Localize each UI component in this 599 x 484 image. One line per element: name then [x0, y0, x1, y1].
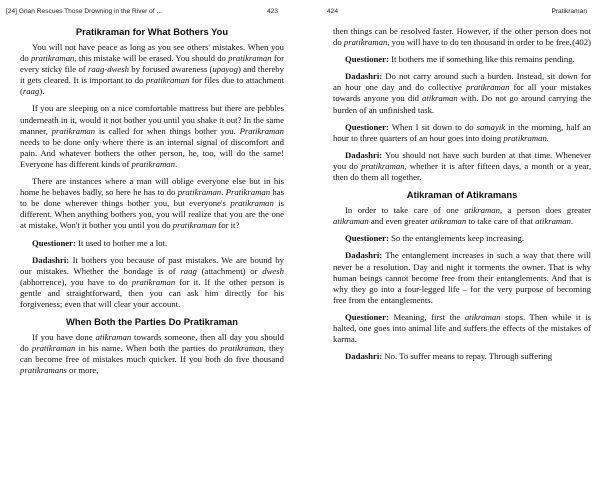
dialogue-questioner: Questioner: It bothers me if something like this remains pending.: [345, 54, 575, 65]
dialogue-dadashri: Dadashri: It bothers you because of past mistakes. We are bound by our mistakes. Whether the bondage is of raag (attachment) or dwesh (abhorrence), you have to do pratikraman for it. If the other person is gentle and straightforward, then you can ask him directly for his forgiveness; even that will clear your account.: [20, 254, 285, 309]
right-page: [309, 0, 597, 484]
right-header-title: Pratikraman: [551, 8, 587, 15]
right-page-header: [309, 0, 597, 26]
paragraph: You will not have peace as long as you see others' mistakes. When you do pratikraman, this mistake will be erased. You should do pratikraman for every sticky file of raag-dwesh by focused awareness (upayog) and thereby it gets cleared. It is important to do pratikraman for files due to attachment (raag).: [20, 42, 284, 97]
section-heading: When Both the Parties Do Pratikraman: [66, 316, 238, 328]
dialogue-questioner: Questioner: So the entanglements keep increasing.: [345, 233, 525, 244]
left-page-header: [6, 0, 294, 26]
section-heading: Pratikraman for What Bothers You: [75, 26, 229, 37]
paragraph: then things can be resolved faster. However, if the other person does not do pratikraman, you will have to do ten thousand in order to be free. (402): [333, 26, 591, 48]
left-page: [6, 0, 294, 484]
paragraph: If you are sleeping on a nice comfortable mattress but there are pebbles underneath in it, would it not bother you until you shake it out? In the same manner, pratikraman is called for when things bother you. Pratikraman needs to be done only where there is an internal signal of discomfort and pain. And whatever bothers the other person, he, too, will do the same! Everyone has different kinds of pratikraman.: [20, 103, 284, 169]
paragraph: If you have done atikraman towards someone, then all day you should do pratikraman in his name. When both the parties do pratikraman, they can become free of mistakes much quicker. If you both do five thousand pratikramans or more,: [20, 332, 285, 376]
right-page-number: 424: [327, 8, 339, 15]
dialogue-questioner: Questioner: It used to bother me a lot.: [32, 237, 168, 248]
left-page-body: [6, 26, 294, 376]
paragraph: There are instances where a man will oblige everyone else but in his home he behaves badly, so here he has to do pratikraman. Pratikraman has to be done wherever things bother you, but everyone's pratikraman is different. When anything bothers you, you will realize that you are the one at mistake. Won't it bother you until you do pratikraman for it?: [20, 176, 284, 231]
dialogue-dadashri: Dadashri: You should not have such burden at that time. Whenever you do pratikraman, whether it is after fifteen days, a month or a year, then do them all together.: [333, 149, 592, 183]
dialogue-dadashri: Dadashri: No. To suffer means to repay. Through suffering: [345, 351, 553, 362]
paragraph-number: (402): [572, 37, 591, 48]
section-heading: Atikraman of Atikramans: [406, 189, 518, 201]
left-page-number: 423: [266, 8, 278, 15]
left-header-title: [24] Gnan Rescues Those Drowning in the River of ...: [6, 8, 163, 15]
right-page-body: [309, 26, 597, 362]
paragraph: In order to take care of one atikraman, a person does greater atikraman and even greater atikraman to take care of that atikraman.: [333, 205, 591, 227]
dialogue-dadashri: Dadashri: Do not carry around such a burden. Instead, sit down for an hour one day and do collective pratikraman for all your mistakes towards anyone you did atikraman with. Do not go around carrying the burden of an unfinished task.: [333, 71, 591, 115]
dialogue-questioner: Questioner: Meaning, first the atikraman stops. Then while it is halted, one goes into animal life and suffers the effects of the mistakes of karma.: [333, 311, 591, 345]
dialogue-questioner: Questioner: When I sit down to do samayik in the morning, half an hour to three quarters of an hour goes into doing pratikraman.: [333, 121, 591, 143]
dialogue-dadashri: Dadashri: The entanglement increases in such a way that there will never be a resolution. Day and night it torments the owner. That is why human beings cannot become free from their entanglements. And that is why they go into a four-legged life – for the very purpose of becoming free from the entanglements.: [333, 250, 591, 305]
